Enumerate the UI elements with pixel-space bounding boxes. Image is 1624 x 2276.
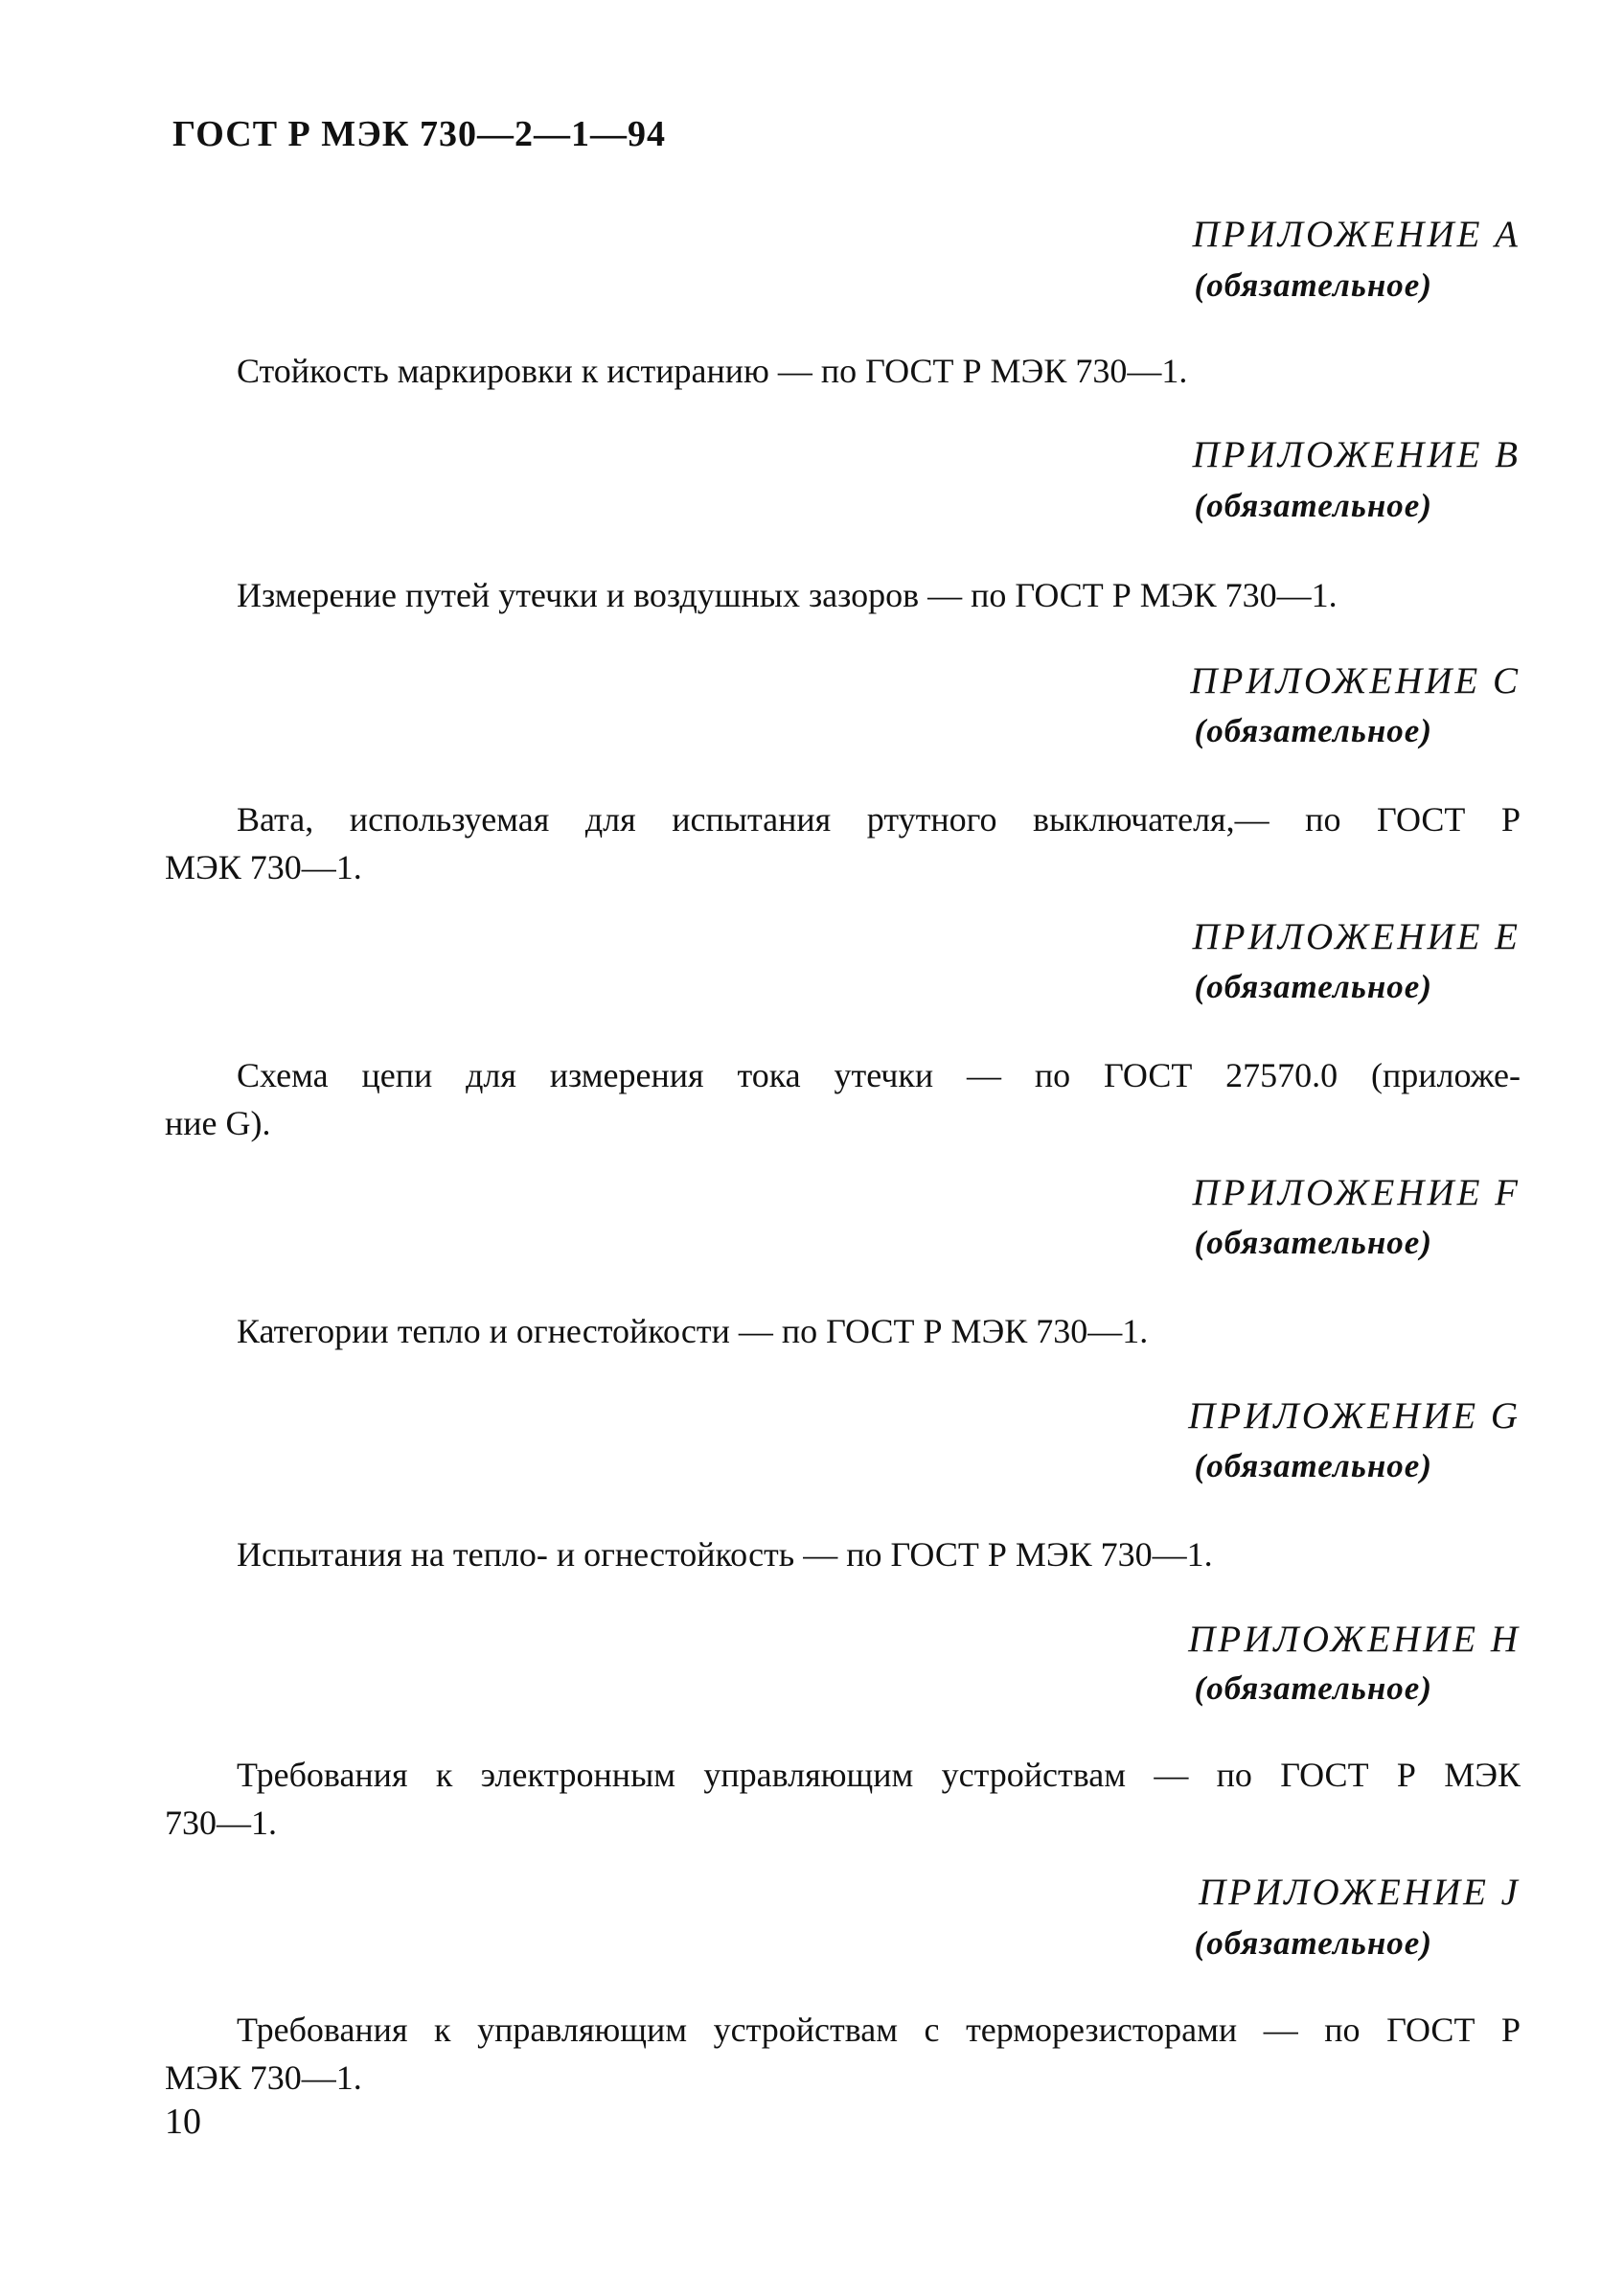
appendix-a-subtitle: (обязательное) bbox=[1194, 266, 1432, 304]
page-number: 10 bbox=[165, 2102, 201, 2142]
appendix-c-subtitle: (обязательное) bbox=[1194, 712, 1432, 749]
appendix-e-subtitle: (обязательное) bbox=[1194, 968, 1432, 1005]
appendix-g-title: ПРИЛОЖЕНИЕ G bbox=[1188, 1395, 1521, 1437]
appendix-j-subtitle: (обязательное) bbox=[1194, 1924, 1432, 1962]
appendix-c-line-1: Вата, используемая для испытания ртутного выключателя,— по ГОСТ Р bbox=[237, 800, 1521, 839]
appendix-b-line: Измерение путей утечки и воздушных зазоров — по ГОСТ Р МЭК 730—1. bbox=[237, 576, 1338, 614]
appendix-j-line-1: Требования к управляющим устройствам с терморезисторами — по ГОСТ Р bbox=[237, 2011, 1521, 2049]
appendix-h-text bbox=[165, 1751, 1521, 1847]
appendix-g-subtitle: (обязательное) bbox=[1194, 1447, 1432, 1484]
appendix-c-title: ПРИЛОЖЕНИЕ С bbox=[1190, 660, 1521, 701]
appendix-h-title: ПРИЛОЖЕНИЕ Н bbox=[1188, 1619, 1521, 1660]
appendix-j-line-2: МЭК 730—1. bbox=[165, 2058, 362, 2097]
document-header: ГОСТ Р МЭК 730—2—1—94 bbox=[172, 114, 666, 154]
appendix-a-title: ПРИЛОЖЕНИЕ А bbox=[1192, 214, 1521, 255]
appendix-e-text bbox=[165, 1051, 1521, 1147]
appendix-g-line: Испытания на тепло- и огнестойкость — по ГОСТ Р МЭК 730—1. bbox=[237, 1535, 1213, 1574]
appendix-j-title: ПРИЛОЖЕНИЕ J bbox=[1198, 1872, 1521, 1913]
appendix-e-line-1: Схема цепи для измерения тока утечки — по ГОСТ 27570.0 (приложе- bbox=[237, 1056, 1521, 1094]
appendix-b-subtitle: (обязательное) bbox=[1194, 487, 1432, 524]
appendix-j-text bbox=[165, 2006, 1521, 2102]
appendix-f-text bbox=[165, 1307, 1521, 1355]
appendix-f-line: Категории тепло и огнестойкости — по ГОСТ Р МЭК 730—1. bbox=[237, 1312, 1149, 1350]
appendix-b-text bbox=[165, 571, 1521, 619]
appendix-a-line: Стойкость маркировки к истиранию — по ГОСТ Р МЭК 730—1. bbox=[237, 352, 1188, 390]
appendix-f-subtitle: (обязательное) bbox=[1194, 1224, 1432, 1261]
appendix-h-line-2: 730—1. bbox=[165, 1804, 277, 1842]
appendix-c-text bbox=[165, 795, 1521, 891]
appendix-a-text bbox=[165, 347, 1521, 395]
appendix-h-line-1: Требования к электронным управляющим устройствам — по ГОСТ Р МЭК bbox=[237, 1756, 1521, 1794]
appendix-f-title: ПРИЛОЖЕНИЕ F bbox=[1192, 1172, 1521, 1213]
appendix-g-text bbox=[165, 1530, 1521, 1578]
appendix-b-title: ПРИЛОЖЕНИЕ В bbox=[1192, 434, 1521, 475]
appendix-h-subtitle: (обязательное) bbox=[1194, 1669, 1432, 1707]
appendix-c-line-2: МЭК 730—1. bbox=[165, 848, 362, 886]
appendix-e-title: ПРИЛОЖЕНИЕ Е bbox=[1192, 916, 1521, 957]
appendix-e-line-2: ние G). bbox=[165, 1104, 271, 1142]
